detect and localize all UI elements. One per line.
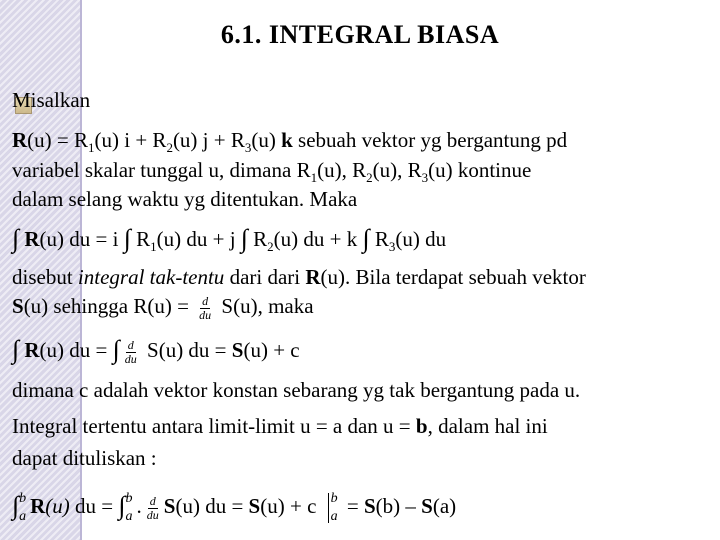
eq3-s4: S	[421, 493, 433, 518]
derivative-fraction	[123, 339, 139, 366]
interval-line	[12, 186, 357, 212]
eq1-s2: 2	[267, 239, 274, 255]
def-text-2: (u) i + R	[94, 128, 167, 152]
definite-line	[12, 413, 548, 439]
eq3-s1: S	[163, 493, 176, 518]
eq2-r: R	[24, 338, 40, 362]
eq3-u: (u)	[45, 493, 70, 518]
eq2-p1: (u) du =	[39, 338, 113, 362]
eq2-p2: S(u) du =	[141, 338, 232, 362]
intro-line	[12, 87, 90, 113]
def-text-1: (u) = R	[27, 128, 89, 152]
integral-icon: ∫	[118, 490, 126, 520]
equation-indefinite	[12, 225, 446, 260]
eq1-p5: (u) du + k	[273, 227, 363, 251]
eq2-p3: (u) + c	[243, 338, 300, 362]
l5-s: S	[12, 294, 24, 318]
eq3-p3: (u) + c	[260, 493, 322, 518]
upper-limit: b	[125, 491, 133, 506]
intro-text: Misalkan	[12, 88, 91, 112]
written-line	[12, 445, 157, 471]
l4-t1: disebut	[12, 265, 78, 289]
eq3-p6: (a)	[432, 493, 457, 518]
l2-t2: (u), R	[317, 158, 367, 182]
frac-den: du	[124, 351, 137, 366]
upper-limit: b	[19, 491, 27, 506]
l7-t2: , dalam hal ini	[427, 414, 548, 438]
eq1-s1: 1	[150, 239, 157, 255]
def-tail: sebuah vektor yg bergantung pd	[292, 128, 568, 152]
l5-t2: S(u), maka	[216, 294, 314, 318]
l2-t4: (u) kontinue	[428, 158, 532, 182]
integral-icon: ∫	[12, 224, 20, 253]
def-k: k	[281, 128, 293, 152]
eq2-s: S	[231, 338, 244, 362]
frac-den: du	[146, 507, 159, 522]
def-text-4: (u)	[251, 128, 276, 152]
integral-icon: ∫	[123, 224, 131, 253]
integral-icon: ∫	[12, 490, 20, 520]
eq1-p7: (u) du	[395, 227, 447, 251]
eq1-p4: R	[247, 227, 268, 251]
integral-icon: ∫	[112, 335, 120, 364]
eq1-p6: R	[369, 227, 389, 251]
eq3-dot: .	[136, 493, 142, 518]
l4-t3: (u). Bila terdapat sebuah vektor	[320, 265, 586, 289]
eq3-s3: S	[363, 493, 376, 518]
l6-text: dimana c adalah vektor konstan sebarang yg tak bergantung pada u.	[12, 378, 581, 402]
evaluation-limits	[331, 490, 338, 526]
eq3-r: R	[30, 493, 46, 518]
l7-b: b	[415, 414, 428, 438]
eq3-p4: =	[341, 493, 364, 518]
def-text-3: (u) j + R	[172, 128, 245, 152]
def-sub-2: 2	[166, 140, 173, 156]
l4-t2: dari dari	[224, 265, 306, 289]
integral-limits	[19, 490, 26, 526]
l2-s1: 1	[310, 170, 318, 186]
l8-text: dapat dituliskan :	[12, 446, 157, 470]
derivative-fraction	[197, 295, 213, 322]
l3-text: dalam selang waktu yg ditentukan. Maka	[12, 187, 358, 211]
l2-s2: 2	[366, 170, 373, 186]
constant-line	[12, 377, 580, 403]
def-sub-1: 1	[88, 140, 95, 156]
l7-t1: Integral tertentu antara limit-limit u = a dan u =	[12, 414, 416, 438]
vector-r: R	[12, 128, 28, 152]
frac-num: d	[149, 493, 156, 508]
eq3-p2: (u) du =	[175, 493, 249, 518]
l5-t1: (u) sehingga R(u) =	[23, 294, 195, 318]
derivative-line	[12, 293, 314, 322]
upper-limit: b	[330, 491, 338, 506]
equation-definite	[12, 490, 456, 526]
def-sub-3: 3	[244, 140, 252, 156]
evaluation-bar	[328, 493, 329, 523]
frac-num: d	[127, 337, 134, 352]
l2-t3: (u), R	[372, 158, 422, 182]
eq1-s3: 3	[388, 239, 396, 255]
frac-num: d	[202, 293, 209, 308]
page-title: 6.1. INTEGRAL BIASA	[220, 20, 500, 49]
eq1-p1: (u) du = i	[39, 227, 124, 251]
l4-r: R	[305, 265, 321, 289]
lower-limit: a	[125, 509, 133, 524]
l2-s3: 3	[421, 170, 429, 186]
integral-icon: ∫	[362, 224, 370, 253]
indefinite-line	[12, 264, 586, 290]
integral-icon: ∫	[12, 335, 20, 364]
l4-italic: integral tak-tentu	[77, 265, 225, 289]
integral-limits	[126, 490, 133, 526]
eq1-p3: (u) du + j	[156, 227, 241, 251]
eq3-p1: du =	[69, 493, 119, 518]
eq3-p5: (b) –	[375, 493, 422, 518]
equation-antiderivative	[12, 336, 300, 366]
eq1-p2: R	[130, 227, 151, 251]
eq3-s2: S	[248, 493, 261, 518]
derivative-fraction	[145, 495, 161, 522]
lower-limit: a	[19, 509, 27, 524]
eq1-r: R	[24, 227, 40, 251]
l2-t1: variabel skalar tunggal u, dimana R	[12, 158, 311, 182]
frac-den: du	[199, 307, 212, 322]
integral-icon: ∫	[240, 224, 248, 253]
lower-limit: a	[330, 509, 338, 524]
